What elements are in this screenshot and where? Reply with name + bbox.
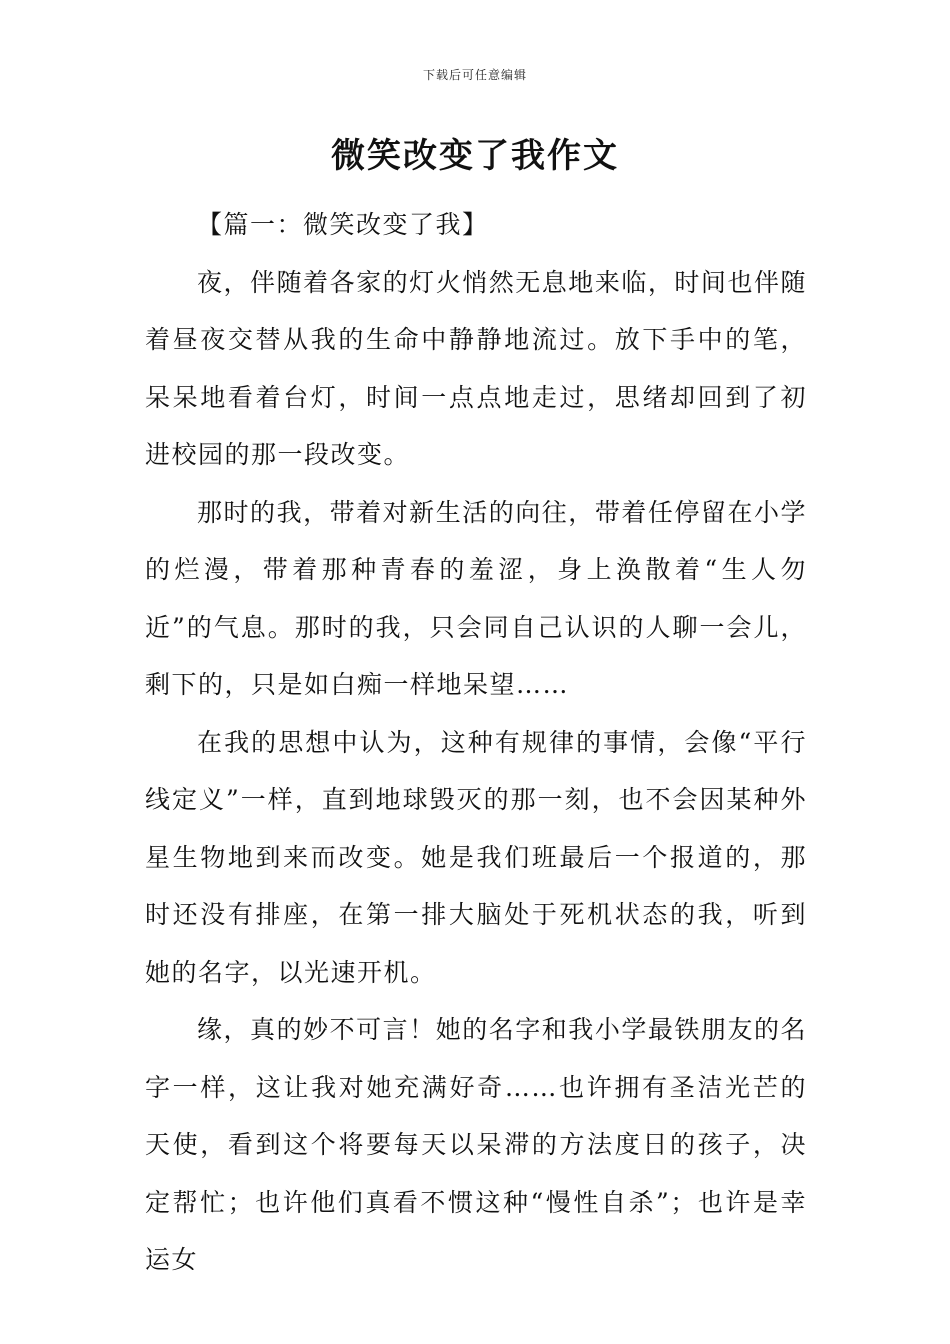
paragraph-1: 夜，伴随着各家的灯火悄然无息地来临，时间也伴随着昼夜交替从我的生命中静静地流过。放下手中的笔，呆呆地看着台灯，时间一点点地走过，思绪却回到了初进校园的那一段改变。 (145, 267, 807, 469)
paragraph-3: 在我的思想中认为，这种有规律的事情，会像“平行线定义”一样，直到地球毁灭的那一刻，也不会因某种外星生物地到来而改变。她是我们班最后一个报道的，那时还没有排座，在第一排大脑处于死机状态的我，听到她的名字，以光速开机。 (145, 727, 807, 987)
document-title: 微笑改变了我作文 (331, 136, 619, 176)
paragraph-2: 那时的我，带着对新生活的向往，带着任停留在小学的烂漫，带着那种青春的羞涩，身上涣散着“生人勿近”的气息。那时的我，只会同自己认识的人聊一会儿，剩下的，只是如白痴一样地呆望…… (145, 497, 807, 699)
document-body (145, 196, 807, 1289)
header-note: 下载后可任意编辑 (422, 68, 527, 82)
section-heading: 【篇一：微笑改变了我】 (197, 210, 489, 239)
paragraph-4: 缘，真的妙不可言！她的名字和我小学最铁朋友的名字一样，这让我对她充满好奇……也许拥有圣洁光芒的天使，看到这个将要每天以呆滞的方法度日的孩子，决定帮忙；也许他们真看不惯这种“慢性自杀”；也许是幸运女 (145, 1015, 807, 1274)
